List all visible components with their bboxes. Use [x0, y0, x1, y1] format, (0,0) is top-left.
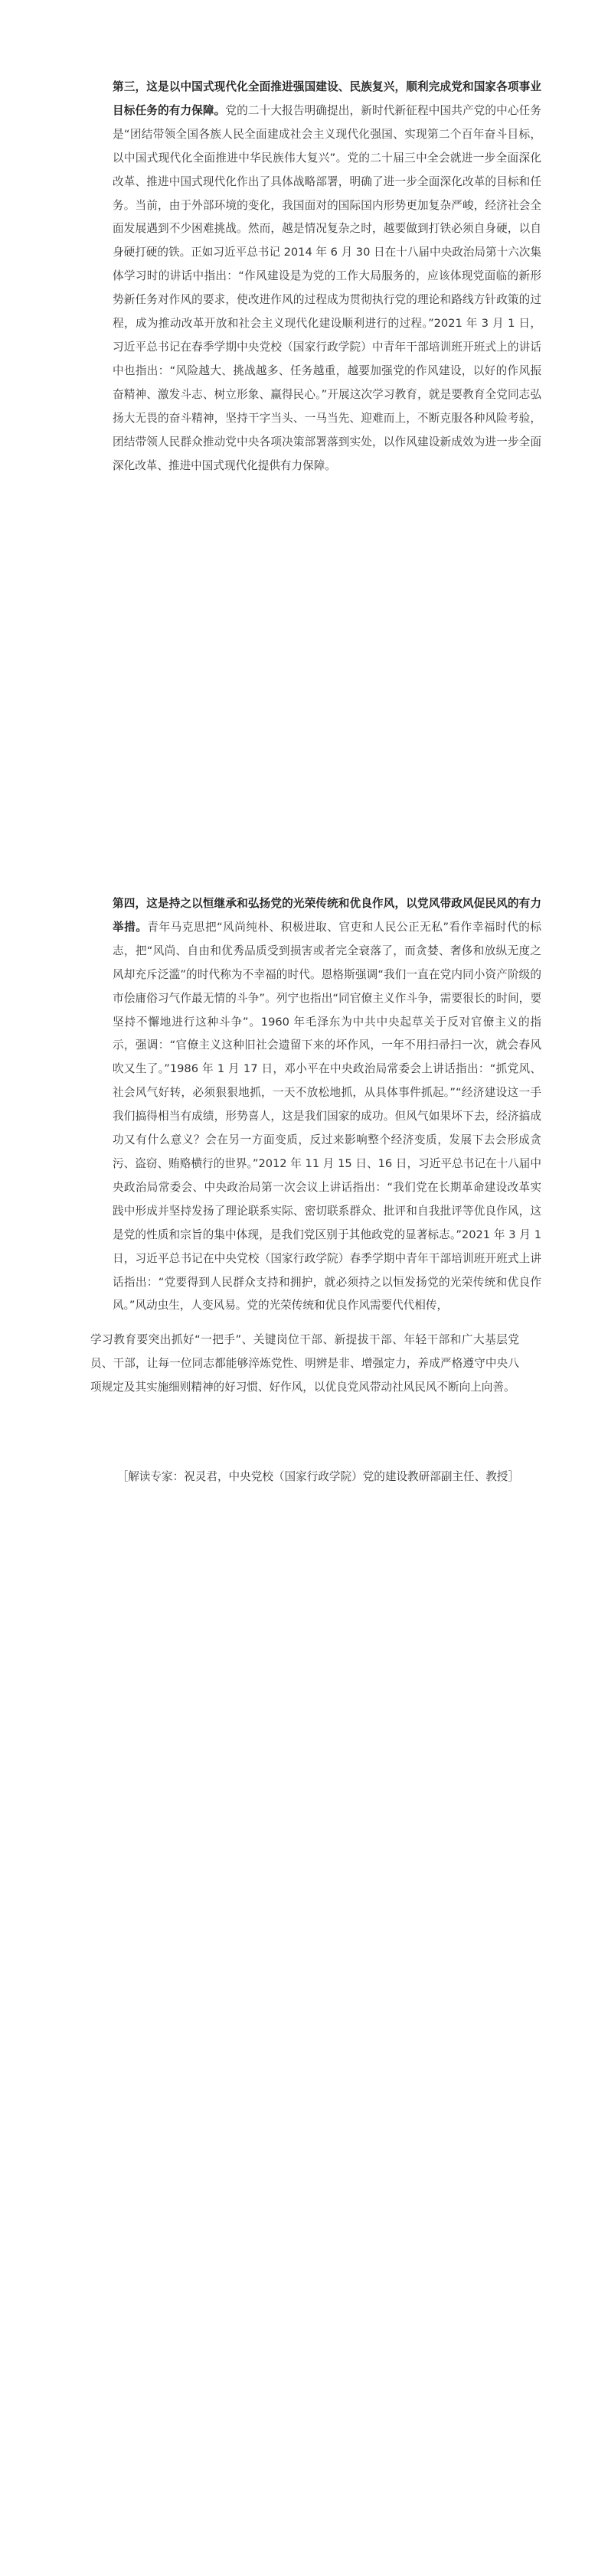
section-3-body: 党的二十大报告明确提出，新时代新征程中国共产党的中心任务是“团结带领全国各族人民全面建成社会主义现代化强国、实现第二个百年奋斗目标，以中国式现代化全面推进中华民族伟大复兴”。党的二十届三中全会就进一步全面深化改革、推进中国式现代化作出了具体战略部署，明确了进一步全面深化改革的目标和任务。当前，由于外部环境的变化，我国面对的国际国内形势更加复杂严峻，经济社会全面发展遇到不少困难挑战。然而，越是情况复杂之时，越要做到打铁必须自身硬，以自身硬打硬的铁。正如习近平总书记 2014 年 6 月 30 日在十八届中央政治局第十六次集体学习时的讲话中指出：“作风建设是为党的工作大局服务的，应该体现党面临的新形势新任务对作风的要求，使改进作风的过程成为贯彻执行党的理论和路线方针政策的过程，成为推动改革开放和社会主义现代化建设顺利进行的过程。”2021 年 3 月 1 日，习近平总书记在春季学期中央党校（国家行政学院）中青年干部培训班开班式上的讲话中也指出：“风险越大、挑战越多、任务越重，越要加强党的作风建设，以好的作风振奋精神、激发斗志、树立形象、赢得民心。”开展这次学习教育，就是要教育全党同志弘扬大无畏的奋斗精神，坚持干字当头、一马当先、迎难而上，不断克服各种风险考验，团结带领人民群众推动党中央各项决策部署落到实处，以作风建设新成效为进一步全面深化改革、推进中国式现代化提供有力保障。 [113, 103, 541, 472]
section-5-paragraph [90, 1329, 519, 1400]
expert-signature: ［解读专家：祝灵君，中央党校（国家行政学院）党的建设教研部副主任、教授］ [116, 1470, 519, 1483]
section-3-paragraph [90, 76, 541, 478]
section-4-paragraph [90, 892, 541, 1318]
section-3-lead: 第三，这是以中国式现代化全面推进强国建设、民族复兴，顺利完成党和国家各项事业目标任务的有力保障。 [113, 80, 541, 117]
section-5-body: 学习教育要突出抓好“一把手”、关键岗位干部、新提拔干部、年轻干部和广大基层党员、干部，让每一位同志都能够淬炼党性、明辨是非、增强定力，养成严格遵守中央八项规定及其实施细则精神的好习惯、好作风，以优良党风带动社风民风不断向上向善。 [90, 1333, 519, 1394]
section-4-body: 青年马克思把“风尚纯朴、积极进取、官吏和人民公正无私”看作幸福时代的标志，把“风尚、自由和优秀品质受到损害或者完全衰落了，而贪婪、奢侈和放纵无度之风却充斥泛滥”的时代称为不幸福的时代。恩格斯强调“我们一直在党内同小资产阶级的市侩庸俗习气作最无情的斗争”。列宁也指出“同官僚主义作斗争，需要很长的时间，要坚持不懈地进行这种斗争”。1960 年毛泽东为中共中央起草关于反对官僚主义的指示，强调：“官僚主义这种旧社会遗留下来的坏作风，一年不用扫帚扫一次，就会春风吹又生了。”1986 年 1 月 17 日，邓小平在中央政治局常委会上讲话指出：“抓党风、社会风气好转，必须狠狠地抓，一天不放松地抓，从具体事件抓起。”“经济建设这一手我们搞得相当有成绩，形势喜人，这是我们国家的成功。但风气如果坏下去，经济搞成功又有什么意义？会在另一方面变质，反过来影响整个经济变质，发展下去会形成贪污、盗窃、贿赂横行的世界。”2012 年 11 月 15 日、16 日，习近平总书记在十八届中央政治局常委会、中央政治局第一次会议上讲话指出：“我们党在长期革命建设改革实践中形成并坚持发扬了理论联系实际、密切联系群众、批评和自我批评等优良作风，这是党的性质和宗旨的集中体现，是我们党区别于其他政党的显著标志。”2021 年 3 月 1 日，习近平总书记在中央党校（国家行政学院）春季学期中青年干部培训班开班式上讲话指出：“党要得到人民群众支持和拥护，就必须持之以恒发扬党的光荣传统和优良作风。”风动虫生，人变风易。党的光荣传统和优良作风需要代代相传， [113, 920, 541, 1312]
section-4-lead: 第四，这是持之以恒继承和弘扬党的光荣传统和优良作风，以党风带政风促民风的有力举措。 [113, 897, 541, 934]
